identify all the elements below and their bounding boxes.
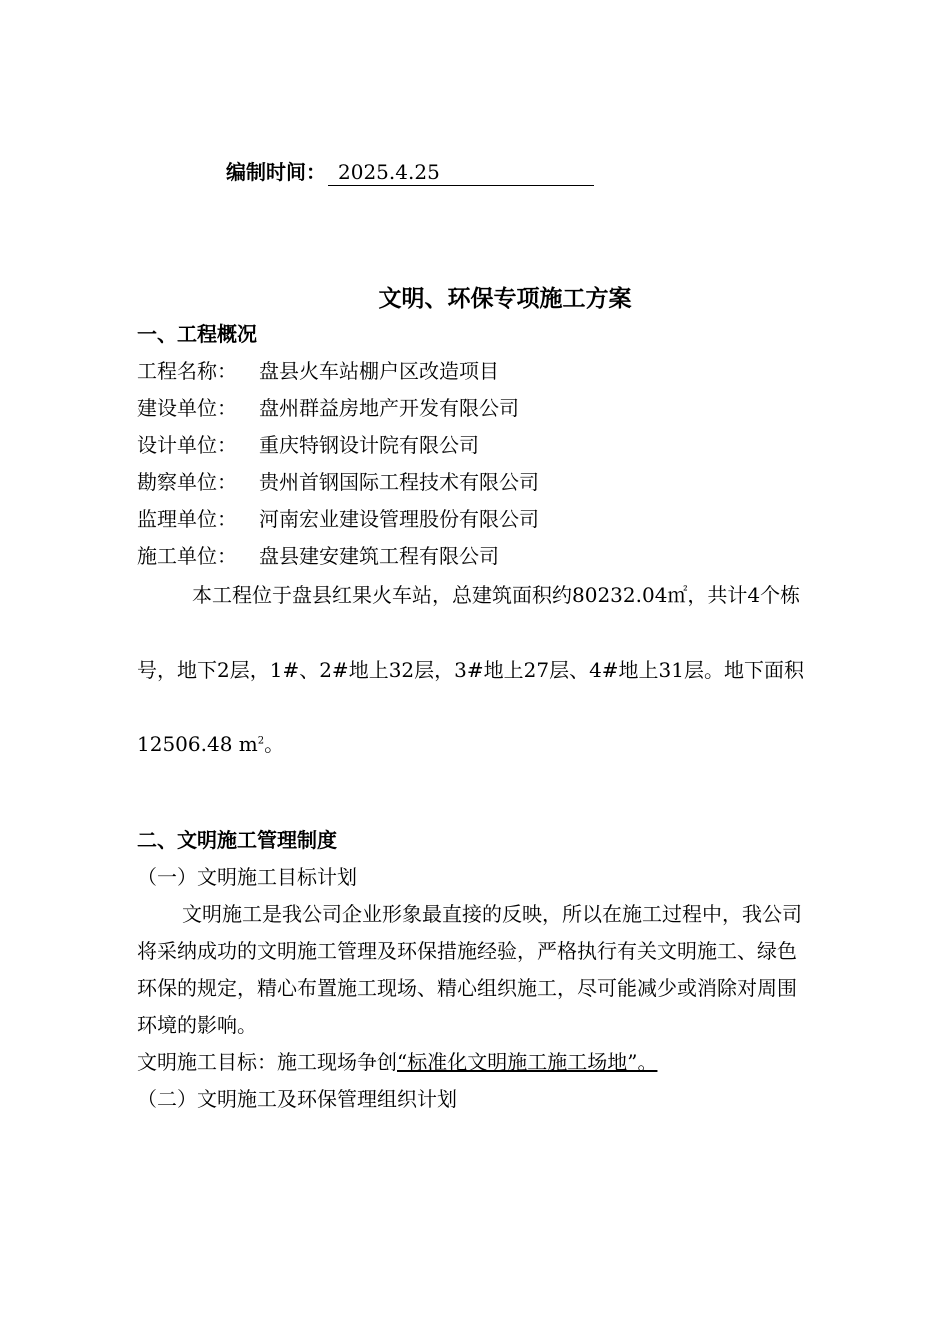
overview-para-line2: 号，地下2层，1#、2#地上32层，3#地上27层、4#地上31层。地下面积 [137,658,805,682]
info-row-designer [137,429,479,458]
compile-date-row [226,156,594,186]
info-value: 盘县火车站棚户区改造项目 [259,359,499,383]
info-value: 河南宏业建设管理股份有限公司 [259,507,539,531]
overview-para-line1: 本工程位于盘县红果火车站，总建筑面积约80232.04㎡，共计4个栋 [192,583,801,607]
goal-value: “标准化文明施工施工场地”。 [397,1050,658,1074]
sentence-end: 。 [264,732,285,756]
document-title: 文明、环保专项施工方案 [378,285,632,312]
subsection-1-heading: （一）文明施工目标计划 [137,865,357,889]
info-row-supervisor [137,503,539,532]
info-label: 设计单位： [137,433,237,457]
info-value: 盘县建安建筑工程有限公司 [259,544,499,568]
compile-date-label: 编制时间： [226,160,326,184]
compile-date-value: 2025.4.25 [328,159,594,186]
info-value: 重庆特钢设计院有限公司 [259,433,479,457]
goal-para-line1: 文明施工是我公司企业形象最直接的反映，所以在施工过程中，我公司 [182,902,802,926]
info-label: 勘察单位： [137,470,237,494]
goal-para-line2: 将采纳成功的文明施工管理及环保措施经验，严格执行有关文明施工、绿色 [137,939,797,963]
goal-label: 文明施工目标：施工现场争创 [137,1050,397,1074]
info-label: 工程名称： [137,359,237,383]
info-row-contractor [137,540,499,569]
section1-heading: 一、工程概况 [137,322,257,346]
info-row-owner [137,392,519,421]
info-value: 贵州首钢国际工程技术有限公司 [259,470,539,494]
info-label: 建设单位： [137,396,237,420]
underground-area-value: 12506.48 m [137,732,258,756]
overview-para-line3 [137,728,877,757]
goal-para-line4: 环境的影响。 [137,1013,257,1037]
subsection-2-heading: （二）文明施工及环保管理组织计划 [137,1087,457,1111]
goal-statement [137,1046,877,1075]
info-row-surveyor [137,466,539,495]
area-unit-superscript: 2 [257,735,265,747]
section2-heading: 二、文明施工管理制度 [137,828,337,852]
info-label: 监理单位： [137,507,237,531]
goal-para-line3: 环保的规定，精心布置施工现场、精心组织施工，尽可能减少或消除对周围 [137,976,797,1000]
info-label: 施工单位： [137,544,237,568]
info-row-project-name [137,355,499,384]
info-value: 盘州群益房地产开发有限公司 [259,396,519,420]
